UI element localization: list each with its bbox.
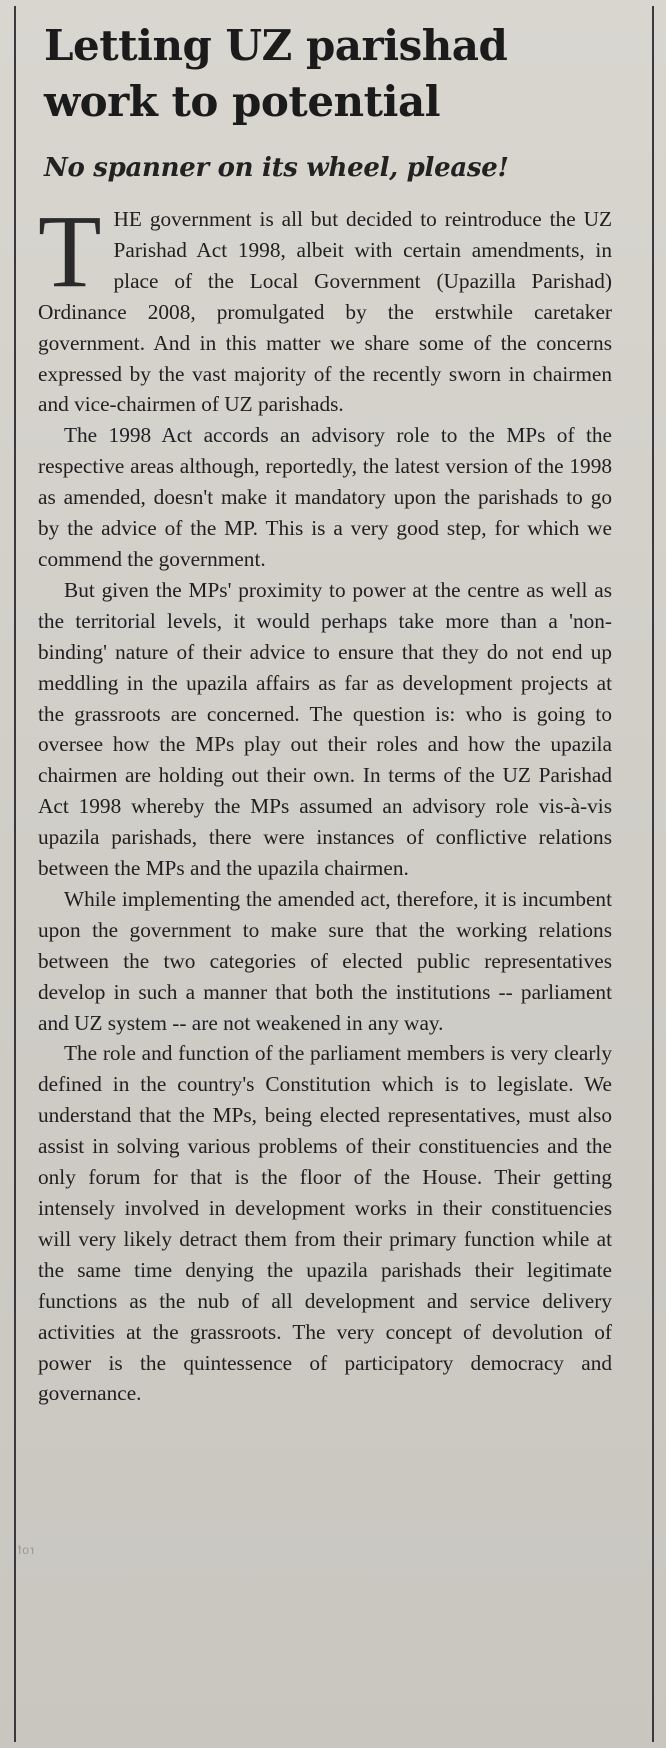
paragraph-4: While implementing the amended act, therefore, it is incumbent upon the government to make sure that the working relations between the two categories of elected public representatives develop in such a manner that both the institutions -- parliament and UZ system -- are not weakened in any way.	[38, 886, 612, 1035]
headline-line-2: work to potential	[44, 77, 441, 126]
headline-line-1: Letting UZ parishad	[44, 21, 508, 70]
subheadline: No spanner on its wheel, please!	[44, 153, 509, 183]
drop-cap: T	[38, 194, 102, 309]
paragraph-5: The role and function of the parliament members is very clearly defined in the country's Constitution which is to legislate. We understand that the MPs, being elected representatives, must also assist in solving various problems of their constituencies and the only forum for that is the floor of the House. Their getting intensely involved in development works in their constituencies will very likely detract them from their primary function while at the same time denying the upazila parishads their legitimate functions as the nub of all development and service delivery activities at the grassroots. The very concept of devolution of power is the quintessence of participatory democracy and governance.	[38, 1041, 612, 1406]
bleed-through-text: rof	[16, 1543, 34, 1557]
headline	[44, 18, 624, 130]
paragraph-1	[38, 194, 612, 420]
paragraph-1-text: HE government is all but decided to reintroduce the UZ Parishad Act 1998, albeit with certain amendments, in place of the Local Government (Upazilla Parishad) Ordinance 2008, promulgated by the erstwhile caretaker government. And in this matter we share some of the concerns expressed by the vast majority of the recently sworn in chairmen and vice-chairmen of UZ parishads.	[38, 207, 612, 417]
paragraph-3: But given the MPs' proximity to power at the centre as well as the territorial levels, it would perhaps take more than a 'non-binding' nature of their advice to ensure that they do not end up meddling in the upazila affairs as far as development projects at the grassroots are concerned. The question is: who is going to oversee how the MPs play out their roles and how the upazila chairmen are holding out their own. In terms of the UZ Parishad Act 1998 whereby the MPs assumed an advisory role vis-à-vis upazila parishads, there were instances of conflictive relations between the MPs and the upazila chairmen.	[38, 577, 612, 881]
article-body	[38, 194, 612, 1409]
paragraph-2: The 1998 Act accords an advisory role to the MPs of the respective areas although, reportedly, the latest version of the 1998 as amended, doesn't make it mandatory upon the parishads to go by the advice of the MP. This is a very good step, for which we commend the government.	[38, 423, 612, 571]
